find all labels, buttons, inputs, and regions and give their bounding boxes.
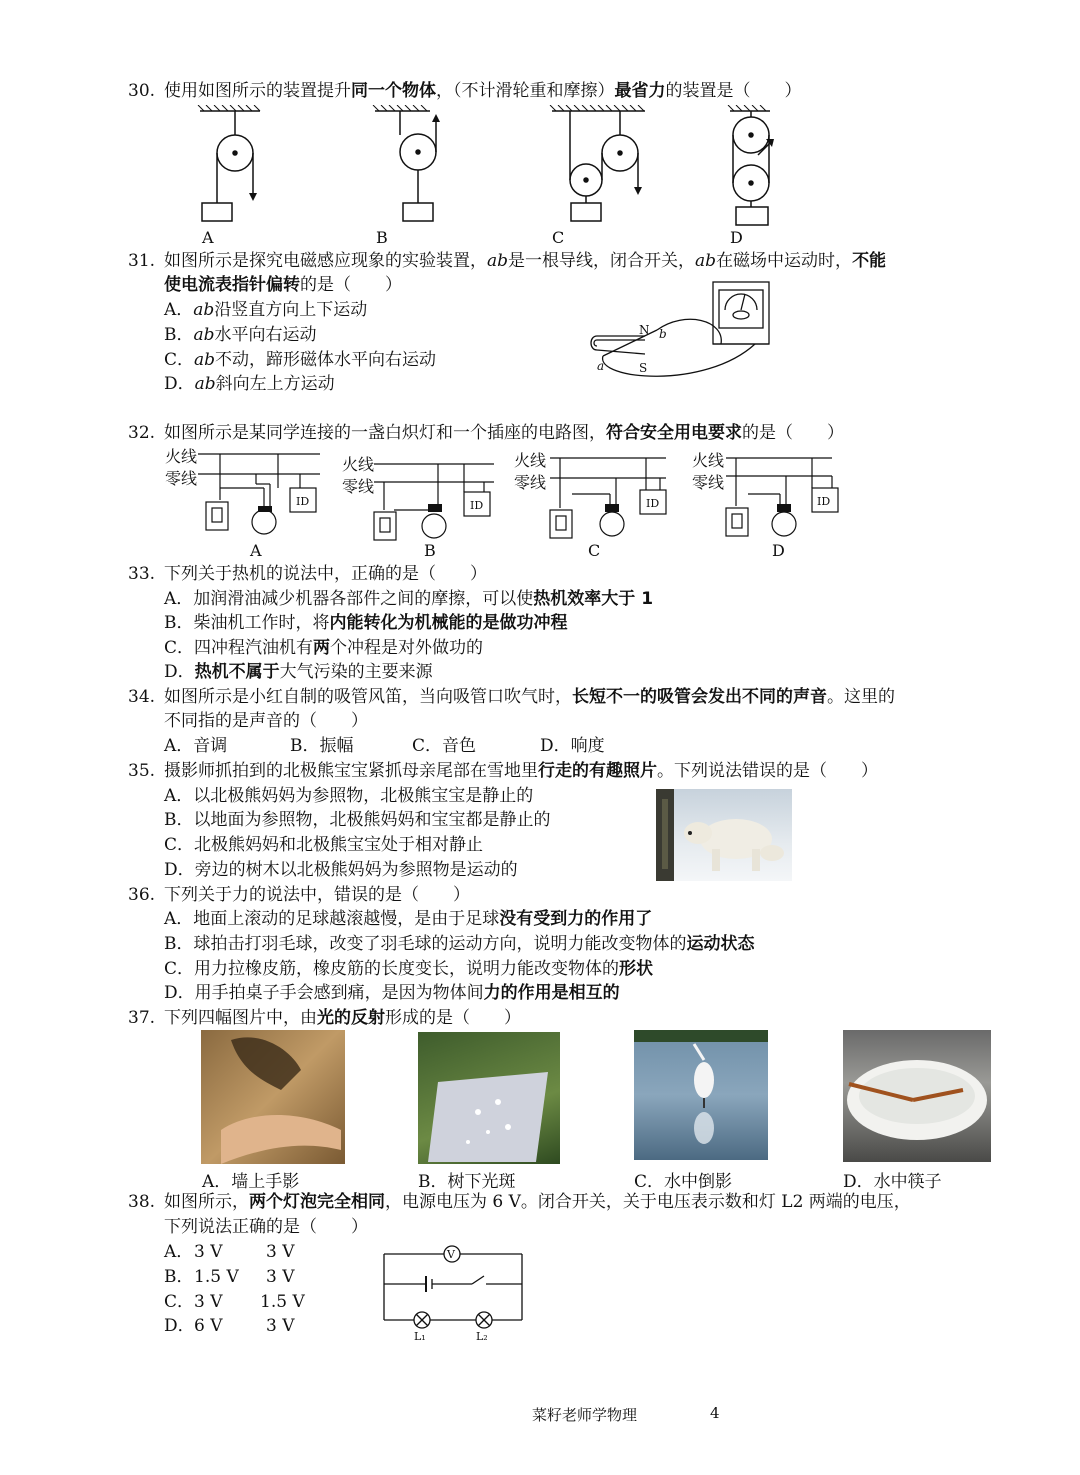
q30-label-a: A bbox=[202, 228, 214, 247]
q31-stem: 31. 如图所示是探究电磁感应现象的实验装置，ab是一根导线，闭合开关，ab在磁场中运动时，不能 bbox=[128, 251, 887, 271]
q32-c-fire: 火线 bbox=[514, 451, 547, 470]
q38-circuit-figure bbox=[380, 1244, 530, 1344]
q31-label-s: S bbox=[639, 361, 648, 375]
q33-option-a: A．加润滑油减少机器各部件之间的摩擦，可以使热机效率大于 1 bbox=[164, 589, 654, 609]
svg-text:ID: ID bbox=[817, 495, 831, 508]
q34-option-d: D．响度 bbox=[540, 736, 605, 756]
q35-option-d: D．旁边的树木以北极熊妈妈为参照物是运动的 bbox=[164, 860, 518, 880]
q31-option-b: B．ab水平向右运动 bbox=[164, 325, 317, 345]
q31-option-a: A．ab沿竖直方向上下运动 bbox=[164, 300, 368, 320]
photo-reflection bbox=[634, 1030, 768, 1160]
q32-label-a: A bbox=[250, 541, 262, 560]
q34-option-b: B．振幅 bbox=[290, 736, 354, 756]
q30-label-d: D bbox=[730, 228, 743, 247]
photo-light-spots bbox=[418, 1032, 560, 1164]
q31-option-d: D．ab斜向左上方运动 bbox=[164, 374, 335, 394]
q33-stem: 33. 下列关于热机的说法中，正确的是（ ） bbox=[128, 564, 487, 584]
footer-page-number: 4 bbox=[710, 1404, 720, 1422]
q35-stem: 35. 摄影师抓拍到的北极熊宝宝紧抓母亲尾部在雪地里行走的有趣照片。下列说法错误的是（ ） bbox=[128, 761, 878, 781]
q38-stem: 38. 如图所示，两个灯泡完全相同，电源电压为 6 V。闭合开关，关于电压表示数和灯 L2 两端的电压， bbox=[128, 1192, 911, 1212]
q32-label-d: D bbox=[772, 541, 785, 560]
q32-d-fire: 火线 bbox=[692, 451, 725, 470]
q35-option-c: C．北极熊妈妈和北极熊宝宝处于相对静止 bbox=[164, 835, 484, 855]
q32-a-fire: 火线 bbox=[165, 447, 198, 466]
q32-b-zero: 零线 bbox=[342, 477, 375, 496]
photo-chopstick bbox=[843, 1030, 991, 1162]
q32-b-fire: 火线 bbox=[342, 455, 375, 474]
q30-pulley-figure bbox=[190, 105, 790, 245]
svg-text:ID: ID bbox=[646, 497, 660, 510]
q32-a-zero: 零线 bbox=[165, 469, 198, 488]
q31-label-n: N bbox=[639, 323, 650, 337]
q31-label-a: a bbox=[597, 359, 605, 373]
q31-label-b: b bbox=[659, 327, 667, 341]
q34-option-a: A．音调 bbox=[164, 736, 228, 756]
q32-stem: 32. 如图所示是某同学连接的一盏白炽灯和一个插座的电路图，符合安全用电要求的是（ ） bbox=[128, 423, 844, 443]
q32-d-zero: 零线 bbox=[692, 473, 725, 492]
q38-l2-label: L₂ bbox=[476, 1330, 488, 1343]
q33-option-d: D．热机不属于大气污染的主要来源 bbox=[164, 662, 433, 682]
footer-source: 菜籽老师学物理 bbox=[532, 1406, 638, 1424]
q31-option-c: C．ab不动，蹄形磁体水平向右运动 bbox=[164, 350, 437, 370]
q32-label-c: C bbox=[588, 541, 601, 560]
q37-caption-d: D．水中筷子 bbox=[843, 1172, 942, 1192]
q31-induction-figure bbox=[585, 280, 785, 390]
q38-voltmeter-label: V bbox=[447, 1248, 455, 1261]
q33-option-c: C．四冲程汽油机有两个冲程是对外做功的 bbox=[164, 638, 484, 658]
q31-stem-2: 使电流表指针偏转的是（ ） bbox=[164, 275, 402, 295]
q38-option-c: C．3 V 1.5 V bbox=[164, 1292, 305, 1312]
q36-stem: 36. 下列关于力的说法中，错误的是（ ） bbox=[128, 885, 470, 905]
q38-option-d: D．6 V 3 V bbox=[164, 1316, 295, 1336]
q35-option-b: B．以地面为参照物，北极熊妈妈和宝宝都是静止的 bbox=[164, 810, 551, 830]
q30-stem: 30. 使用如图所示的装置提升同一个物体，（不计滑轮重和摩擦）最省力的装置是（ ） bbox=[128, 81, 802, 101]
q34-option-c: C．音色 bbox=[412, 736, 477, 756]
q38-option-b: B．1.5 V 3 V bbox=[164, 1267, 295, 1287]
q38-option-a: A．3 V 3 V bbox=[164, 1242, 295, 1262]
q36-option-d: D．用手拍桌子手会感到痛，是因为物体间力的作用是相互的 bbox=[164, 983, 620, 1003]
q30-label-b: B bbox=[376, 228, 388, 247]
q32-c-zero: 零线 bbox=[514, 473, 547, 492]
q33-option-b: B．柴油机工作时，将内能转化为机械能的是做功冲程 bbox=[164, 613, 568, 633]
q34-stem: 34. 如图所示是小红自制的吸管风笛，当向吸管口吹气时，长短不一的吸管会发出不同的声音。这里的 bbox=[128, 687, 895, 707]
q37-caption-b: B．树下光斑 bbox=[418, 1172, 516, 1192]
q30-label-c: C bbox=[552, 228, 565, 247]
polar-bear-photo bbox=[656, 789, 792, 881]
q37-caption-a: A．墙上手影 bbox=[202, 1172, 300, 1192]
svg-text:ID: ID bbox=[296, 495, 310, 508]
q32-label-b: B bbox=[424, 541, 436, 560]
q36-option-a: A．地面上滚动的足球越滚越慢，是由于足球没有受到力的作用了 bbox=[164, 909, 653, 929]
svg-text:ID: ID bbox=[470, 499, 484, 512]
q37-caption-c: C．水中倒影 bbox=[634, 1172, 733, 1192]
q35-option-a: A．以北极熊妈妈为参照物，北极熊宝宝是静止的 bbox=[164, 786, 534, 806]
q36-option-c: C．用力拉橡皮筋，橡皮筋的长度变长，说明力能改变物体的形状 bbox=[164, 959, 654, 979]
q38-l1-label: L₁ bbox=[414, 1330, 426, 1343]
q34-stem-2: 不同指的是声音的（ ） bbox=[164, 711, 368, 731]
q36-option-b: B．球拍击打羽毛球，改变了羽毛球的运动方向，说明力能改变物体的运动状态 bbox=[164, 934, 755, 954]
q37-stem: 37. 下列四幅图片中，由光的反射形成的是（ ） bbox=[128, 1008, 521, 1028]
photo-hand-shadow bbox=[201, 1030, 345, 1164]
q38-stem-2: 下列说法正确的是（ ） bbox=[164, 1217, 368, 1237]
